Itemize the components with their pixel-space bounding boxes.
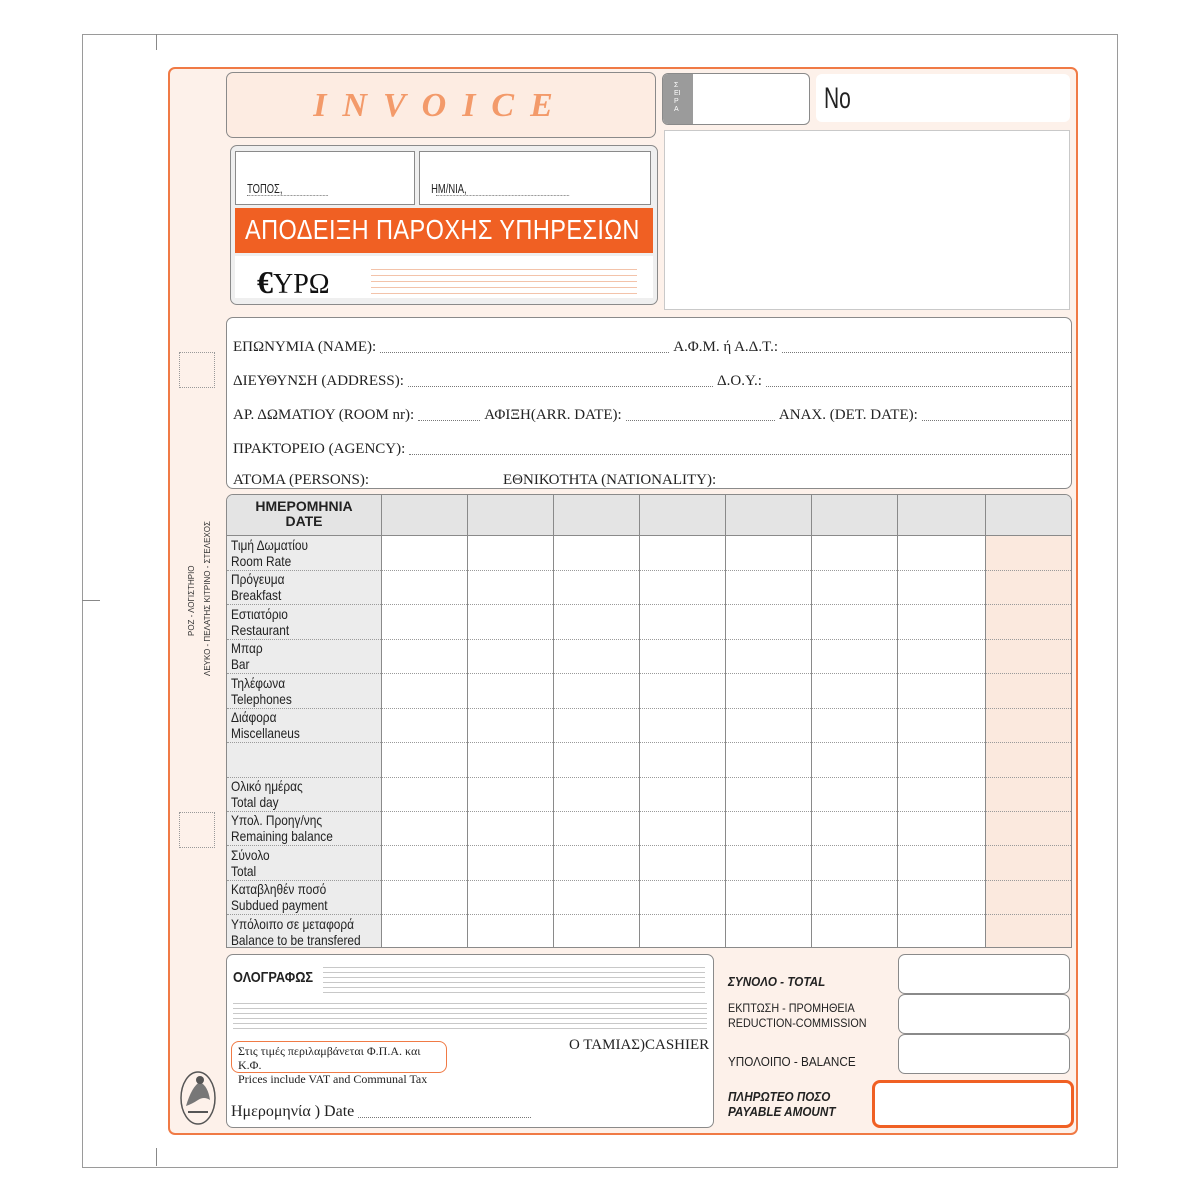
tax-office-dots xyxy=(766,385,1071,387)
reduction-label-gr: ΕΚΠΤΩΣΗ - ΠΡΟΜΗΘΕΙΑ xyxy=(728,1001,855,1015)
place-label: ΤΟΠΟΣ, xyxy=(247,181,283,196)
date-header xyxy=(227,495,381,535)
tax-office-label: Δ.Ο.Υ.: xyxy=(717,373,762,389)
receipt-title: ΑΠΟΔΕΙΞΗ ΠΑΡΟΧΗΣ ΥΠΗΡΕΣΙΩΝ xyxy=(245,214,640,245)
charge-row[interactable] xyxy=(227,708,1071,743)
currency-logo xyxy=(257,264,330,301)
charge-row[interactable] xyxy=(227,880,1071,915)
in-words-lines[interactable] xyxy=(323,963,705,993)
row-label-en: Subdued payment xyxy=(231,897,328,913)
charge-row[interactable] xyxy=(227,811,1071,846)
row-label-gr: Πρόγευμα xyxy=(231,571,285,587)
address-dots xyxy=(408,385,713,387)
charge-row[interactable] xyxy=(227,743,1071,778)
charge-row[interactable] xyxy=(227,674,1071,709)
vat-note xyxy=(231,1041,447,1086)
receipt-panel xyxy=(230,145,658,305)
row-label-en: Breakfast xyxy=(231,587,282,603)
date-column-header[interactable] xyxy=(639,495,726,535)
row-label-gr: Διάφορα xyxy=(231,709,277,725)
crop-mark xyxy=(156,34,157,50)
nationality-label: ΕΘΝΙΚΟΤΗΤΑ (NATIONALITY): xyxy=(503,472,717,488)
invoice-number-field[interactable] xyxy=(816,74,1070,122)
row-label-en: Total day xyxy=(231,794,279,810)
row-label-gr: Τιμή Δωματίου xyxy=(231,537,309,553)
payable-label xyxy=(728,1089,835,1119)
cashier-label: Ο ΤΑΜΙΑΣ)CASHIER xyxy=(569,1037,710,1053)
persons-label: ΑΤΟΜΑ (PERSONS): xyxy=(233,472,370,488)
stub-box xyxy=(179,812,215,848)
currency-row xyxy=(235,256,653,298)
agency-line[interactable] xyxy=(233,438,1071,458)
date-column-header[interactable] xyxy=(467,495,554,535)
row-label-gr: Υπολ. Προηγ/νης xyxy=(231,812,323,828)
row-label-en: Bar xyxy=(231,656,250,672)
persons-line[interactable] xyxy=(233,469,1071,489)
row-label-gr: Μπαρ xyxy=(231,640,263,656)
row-label-gr: Τηλέφωνα xyxy=(231,675,286,691)
amount-lines[interactable] xyxy=(371,264,637,294)
stub-box xyxy=(179,352,215,388)
room-dots xyxy=(418,419,480,421)
place-field[interactable] xyxy=(235,151,415,205)
charge-row[interactable] xyxy=(227,915,1071,948)
invoice-title-box xyxy=(226,72,656,138)
payable-label-en: PAYABLE AMOUNT xyxy=(728,1104,836,1119)
date-column-header[interactable] xyxy=(897,495,986,535)
currency-text: ΥΡΩ xyxy=(273,269,330,300)
row-label-gr: Σύνολο xyxy=(231,847,270,863)
date-column-header[interactable] xyxy=(725,495,812,535)
issuer-stamp-area[interactable] xyxy=(664,130,1070,310)
date-dots xyxy=(436,195,569,196)
name-dots xyxy=(380,351,669,353)
date-column-header[interactable] xyxy=(811,495,898,535)
name-label: ΕΠΩΝΥΜΙΑ (NAME): xyxy=(233,339,377,355)
date-field[interactable] xyxy=(419,151,651,205)
row-label-en: Room Rate xyxy=(231,553,292,569)
signature-date-dots xyxy=(358,1117,531,1118)
charge-row[interactable] xyxy=(227,639,1071,674)
vat-note-en: Prices include VAT and Communal Tax xyxy=(238,1072,428,1086)
in-words-lines[interactable] xyxy=(233,999,707,1029)
in-words-label: ΟΛΟΓΡΑΦΩΣ xyxy=(233,969,314,986)
room-line[interactable] xyxy=(233,404,1071,424)
stub-line-2: ΛΕΥΚΟ - ΠΕΛΑΤΗΣ ΚΙΤΡΙΝΟ - ΣΤΕΛΕΧΟΣ xyxy=(203,521,212,676)
arrival-label: ΑΦΙΞΗ(ARR. DATE): xyxy=(484,407,622,423)
payable-amount-box[interactable] xyxy=(872,1080,1074,1128)
signature-date-line[interactable] xyxy=(231,1103,531,1121)
total-label: ΣΥΝΟΛΟ - TOTAL xyxy=(728,974,826,989)
euro-symbol: € xyxy=(257,264,273,300)
row-label-en: Remaining balance xyxy=(231,828,333,844)
row-label-gr: Ολικό ημέρας xyxy=(231,778,303,794)
receipt-title-bar xyxy=(235,208,653,253)
series-field[interactable] xyxy=(662,73,810,125)
row-label-gr: Καταβληθέν ποσό xyxy=(231,881,327,897)
invoice-title: INVOICE xyxy=(313,87,569,124)
row-label-en: Telephones xyxy=(231,691,292,707)
crop-mark xyxy=(82,600,100,601)
charge-row[interactable] xyxy=(227,536,1071,571)
arrival-dots xyxy=(626,419,775,421)
charge-row[interactable] xyxy=(227,605,1071,640)
row-label-en: Total xyxy=(231,863,257,879)
date-label: ΗΜ/ΝΙΑ, xyxy=(431,181,467,196)
date-header-gr: ΗΜΕΡΟΜΗΝΙΑ xyxy=(255,498,353,514)
number-label: No xyxy=(824,82,851,115)
address-label: ΔΙΕΥΘΥΝΣΗ (ADDRESS): xyxy=(233,373,404,389)
departure-label: ΑΝΑΧ. (DET. DATE): xyxy=(778,407,918,423)
agency-label: ΠΡΑΚΤΟΡΕΙΟ (AGENCY): xyxy=(233,441,406,457)
row-label-en: Restaurant xyxy=(231,622,290,638)
reduction-box[interactable] xyxy=(898,994,1070,1034)
reduction-label xyxy=(728,1001,867,1031)
printer-logo-icon xyxy=(178,1066,218,1128)
vat-label: Α.Φ.Μ. ή Α.Δ.Τ.: xyxy=(673,339,779,355)
payment-words-panel xyxy=(226,954,714,1128)
series-tab xyxy=(663,74,693,124)
departure-dots xyxy=(922,419,1071,421)
agency-dots xyxy=(409,453,1071,455)
series-label: ΣΕΙΡΑ xyxy=(674,82,681,113)
date-column-header[interactable] xyxy=(553,495,640,535)
balance-box[interactable] xyxy=(898,1034,1070,1074)
payable-label-gr: ΠΛΗΡΩΤΕΟ ΠΟΣΟ xyxy=(728,1089,831,1104)
address-line[interactable] xyxy=(233,370,1071,390)
name-line[interactable] xyxy=(233,336,1071,356)
date-column-header[interactable] xyxy=(381,495,468,535)
charge-row[interactable] xyxy=(227,570,1071,605)
charge-row[interactable] xyxy=(227,777,1071,812)
row-label-gr: Εστιατόριο xyxy=(231,606,288,622)
charge-row[interactable] xyxy=(227,846,1071,881)
date-header-en: DATE xyxy=(285,513,323,529)
row-label-gr: Υπόλοιπο σε μεταφορά xyxy=(231,916,355,932)
signature-date-label: Ημερομηνία ) Date xyxy=(231,1103,355,1120)
date-column-header[interactable] xyxy=(985,495,1072,535)
reduction-label-en: REDUCTION-COMMISSION xyxy=(728,1016,867,1030)
copy-distribution-note xyxy=(167,520,227,700)
row-label-en: Miscellaneus xyxy=(231,725,300,741)
stub-line-1: ΡΟΖ - ΛΟΓΙΣΤΗΡΙΟ xyxy=(187,565,196,636)
total-box[interactable] xyxy=(898,954,1070,994)
vat-note-gr: Στις τιμές περιλαμβάνεται Φ.Π.Α. και Κ.Φ. xyxy=(238,1044,421,1072)
crop-mark xyxy=(156,1148,157,1166)
place-dots xyxy=(247,195,328,196)
room-label: ΑΡ. ΔΩΜΑΤΙΟΥ (ROOM nr): xyxy=(233,407,415,423)
balance-label: ΥΠΟΛΟΙΠΟ - BALANCE xyxy=(728,1054,856,1069)
vat-dots xyxy=(782,351,1071,353)
customer-details xyxy=(226,317,1072,489)
row-label-en: Balance to be transfered xyxy=(231,932,361,948)
charges-grid xyxy=(226,494,1072,948)
